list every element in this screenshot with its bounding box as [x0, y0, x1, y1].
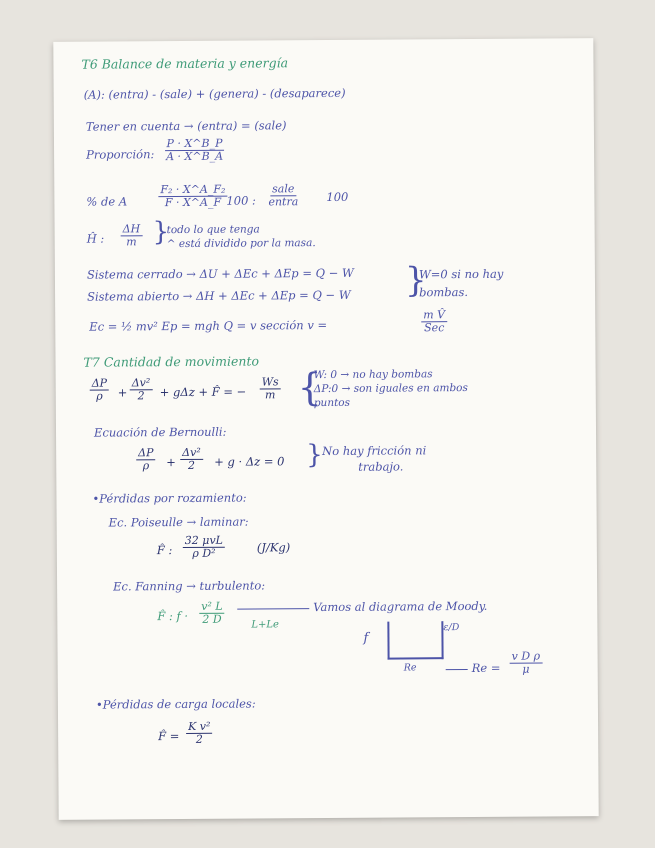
bern2-a-den: ρ	[142, 459, 150, 473]
pct-sale-fraction	[266, 183, 300, 208]
re-label: Re =	[471, 660, 501, 675]
line-tener-cuenta: Tener en cuenta → (entra) = (sale)	[85, 118, 287, 134]
bern1-c-num: Ws	[260, 376, 281, 389]
bern1-a-num: ΔP	[90, 378, 109, 391]
proporcion-fraction	[164, 138, 225, 163]
h-note1: todo lo que tenga	[166, 223, 260, 237]
proporcion-den: A · X^B_A	[166, 149, 224, 164]
pct-100: 100 :	[226, 193, 256, 208]
t6-title: T6 Balance de materia y energía	[81, 55, 289, 72]
v-den: Sec	[424, 321, 445, 335]
h-fraction	[121, 223, 143, 248]
fan-lle: L+Le	[251, 619, 279, 631]
line-a: (A): (entra) - (sale) + (genera) - (desaparece)	[83, 85, 346, 102]
fan-arrow-line	[237, 608, 309, 610]
moody-f: f	[363, 630, 369, 646]
bern1-brace: {	[297, 365, 323, 410]
bern1-note1: W: 0 → no hay bombas	[313, 368, 433, 382]
bern1-note2: ΔP:0 → son iguales en ambos	[313, 382, 468, 396]
pois-fraction	[183, 535, 225, 560]
sistema-abierto: Sistema abierto → ΔH + ΔEc + ΔEp = Q − W	[87, 287, 351, 304]
pct-sale-num: sale	[270, 183, 296, 196]
note-w2: bombas.	[418, 285, 469, 300]
bern2-a-num: ΔP	[136, 447, 155, 460]
bern2-plus: +	[166, 455, 176, 470]
h-num: ΔH	[121, 223, 143, 236]
bern2-brace: }	[306, 440, 323, 471]
t7-title: T7 Cantidad de movimiento	[83, 353, 260, 370]
bern1-note3: puntos	[313, 396, 351, 410]
sistema-cerrado: Sistema cerrado → ΔU + ΔEc + ΔEp = Q − W	[86, 265, 354, 282]
pct-num: F₂ · X^A_F₂	[158, 184, 227, 197]
bern1-b-den: 2	[137, 389, 145, 403]
notebook-page	[53, 38, 598, 820]
v-fraction	[421, 309, 447, 334]
re-arrow-line	[446, 669, 468, 670]
loc-f: F̂ =	[158, 729, 180, 744]
note-w1: W=0 si no hay	[418, 266, 504, 282]
re-den: μ	[522, 662, 530, 676]
bern1-mid: + gΔz + F̂ = −	[159, 384, 247, 400]
bern2-b	[180, 447, 203, 472]
bern1-b	[130, 377, 153, 402]
ec-line: Ec = ½ mv² Ep = mgh Q = v sección v =	[89, 317, 328, 334]
bern1-c	[260, 376, 281, 401]
bern1-c-den: m	[264, 388, 276, 402]
v-num: m V̂	[421, 309, 447, 322]
bern1-a	[90, 378, 110, 403]
bern2-note1: No hay fricción ni	[322, 443, 427, 459]
loc-den: 2	[195, 732, 203, 746]
bern2-tail: + g · Δz = 0	[214, 454, 285, 469]
vamos: Vamos al diagrama de Moody.	[313, 598, 488, 615]
bern2-b-num: Δv²	[180, 447, 203, 460]
h-label: Ĥ :	[86, 231, 105, 246]
fan-f: F̂ : f ·	[157, 608, 189, 624]
fan-fraction	[199, 601, 225, 626]
bern1-b-num: Δv²	[130, 377, 153, 390]
bern2-a	[136, 447, 156, 472]
pct-100b: 100	[326, 189, 349, 204]
pois-units: (J/Kg)	[256, 540, 291, 555]
h-note2: ^ está dividido por la masa.	[166, 237, 316, 251]
poiseuille: Ec. Poiseulle → laminar:	[108, 514, 249, 530]
moody-re: Re	[403, 662, 417, 674]
fan-den: 2 D	[202, 612, 222, 626]
pct-fraction	[158, 184, 227, 209]
pois-den: ρ D²	[192, 546, 216, 560]
pois-num: 32 μvL	[183, 535, 225, 548]
perdidas-rozamiento: •Pérdidas por rozamiento:	[92, 490, 247, 506]
fanning: Ec. Fanning → turbulento:	[113, 578, 266, 594]
re-num: v D ρ	[510, 650, 543, 663]
bern1-plus: +	[117, 385, 128, 400]
moody-diagram	[387, 621, 443, 659]
perdidas-locales: •Pérdidas de carga locales:	[95, 696, 256, 712]
pct-sale-den: entra	[268, 195, 299, 209]
fan-num: v² L	[199, 601, 225, 614]
loc-num: K v²	[186, 721, 212, 734]
moody-ed: ε/D	[443, 622, 460, 634]
proporcion-num: P · X^B_P	[164, 138, 224, 151]
pois-f: F̂ :	[156, 543, 173, 558]
pct-label: % de A	[86, 194, 128, 209]
bern2-b-den: 2	[187, 458, 196, 472]
ec-bernoulli: Ecuación de Bernoulli:	[93, 424, 227, 440]
h-den: m	[126, 235, 137, 249]
re-fraction	[510, 650, 543, 675]
proporcion-label: Proporción:	[86, 147, 155, 162]
sistemas-brace: }	[404, 260, 427, 301]
bern1-a-den: ρ	[96, 389, 103, 403]
loc-fraction	[186, 721, 213, 746]
bern2-note2: trabajo.	[358, 459, 404, 474]
h-brace: }	[152, 217, 170, 248]
pct-den: F · X^A_F	[164, 195, 222, 210]
